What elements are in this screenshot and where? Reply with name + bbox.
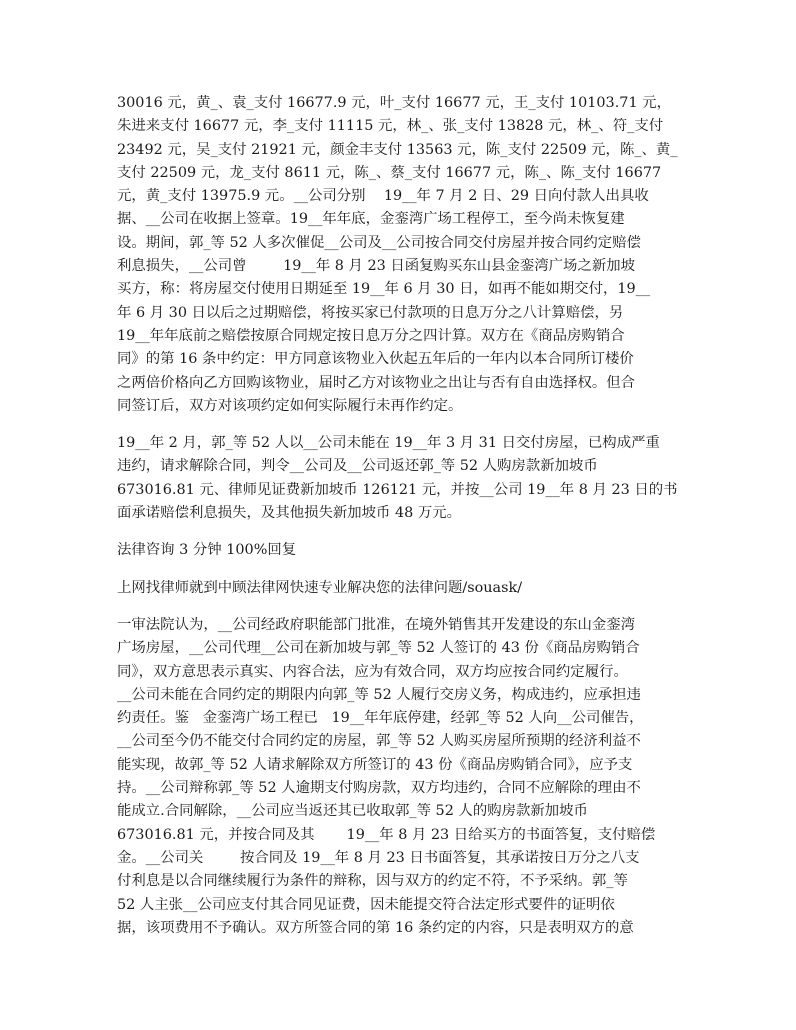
text-line: 金。__公司关 按合同及 19__年 8 月 23 日书面答复，其承诺按日万分之八支: [117, 849, 640, 866]
text-line: 一审法院认为，__公司经政府职能部门批准，在境外销售其开发建设的东山金銮湾: [117, 616, 636, 633]
text-line: 年 6 月 30 日以后之过期赔偿，将按买家已付款项的日息万分之八计算赔偿，另: [117, 304, 624, 321]
text-line: 约责任。鉴 金銮湾广场工程已 19__年年底停建，经郭_等 52 人向__公司催告，: [117, 710, 644, 727]
text-line: 利息损失，__公司曾 19__年 8 月 23 日函复购买东山县金銮湾广场之新加坡: [117, 258, 636, 275]
text-line: 之两倍价格向乙方回购该物业，届时乙方对该物业之出让与否有自由选择权。但合: [117, 374, 636, 391]
text-line: 法律咨询 3 分钟 100%回复: [117, 542, 297, 559]
text-line: 同》，双方意思表示真实、内容合法，应为有效合同，双方均应按合同约定履行。: [117, 663, 628, 680]
text-line: 持。__公司辩称郭_等 52 人逾期支付购房款，双方均违约，合同不应解除的理由不: [117, 780, 641, 797]
text-line: 能实现，故郭_等 52 人请求解除双方所签订的 43 份《商品房购销合同》，应予支: [117, 756, 633, 773]
text-line: 19__年年底前之赔偿按原合同规定按日息万分之四计算。双方在《商品房购销合: [117, 327, 625, 344]
text-line: 违约，请求解除合同，判令__公司及__公司返还郭_等 52 人购房款新加坡币: [117, 458, 598, 475]
text-line: __公司至今仍不能交付合同约定的房屋，郭_等 52 人购买房屋所预期的经济利益不: [117, 733, 641, 750]
text-line: 支付 22509 元，龙_支付 8611 元，陈_、蔡_支付 16677 元，陈_、陈_支付 16677: [117, 164, 662, 181]
paragraph-claims: [117, 432, 680, 525]
text-line: 673016.81 元，并按合同及其 19__年 8 月 23 日给买方的书面答复，支付赔偿: [117, 826, 656, 843]
text-line: 23492 元，吴_支付 21921 元，颜金丰支付 13563 元，陈_支付 22509 元，陈_、黄_: [117, 141, 678, 158]
text-line: 设。期间，郭_等 52 人多次催促__公司及__公司按合同交付房屋并按合同约定赔偿: [117, 234, 641, 251]
text-line: 朱进来支付 16677 元，李_支付 11115 元，林_、张_支付 13828 元，林_、符_支付: [117, 118, 664, 135]
text-line: 元，黄_支付 13975.9 元。__公司分别 19__年 7 月 2 日、29 日向付款人出具收: [117, 188, 649, 205]
text-line: 30016 元，黄_、袁_支付 16677.9 元，叶_支付 16677 元，王_支付 10103.71 元，: [117, 95, 671, 111]
text-line: 面承诺赔偿利息损失，及其他损失新加坡币 48 万元。: [117, 505, 462, 522]
text-line: 广场房屋，__公司代理__公司在新加坡与郭_等 52 人签订的 43 份《商品房购销合: [117, 640, 640, 657]
text-line: 同》的第 16 条中约定：甲方同意该物业入伙起五年后的一年内以本合同所订楼价: [117, 351, 634, 368]
text-line: 同签订后，双方对该项约定如何实际履行未再作约定。: [117, 397, 463, 414]
text-line: 据，该项费用不予确认。双方所签合同的第 16 条约定的内容，只是表明双方的意: [117, 919, 634, 936]
text-line: 19__年 2 月，郭_等 52 人以__公司未能在 19__年 3 月 31 日交付房屋，已构成严重: [117, 435, 660, 452]
text-line: 673016.81 元、律师见证费新加坡币 126121 元，并按__公司 19__年 8 月 23 日的书: [117, 481, 678, 498]
paragraph-consult-ad: [117, 539, 680, 562]
text-line: 付利息是以合同继续履行为条件的辩称，因与双方的约定不符，不予采纳。郭_等: [117, 873, 628, 890]
text-line: 买方，称：将房屋交付使用日期延至 19__年 6 月 30 日，如再不能如期交付，19__: [117, 281, 651, 298]
text-line: 52 人主张__公司应支付其合同见证费，因未能提交符合法定形式要件的证明依: [117, 896, 615, 913]
text-line: 上网找律师就到中顾法律网快速专业解决您的法律问题/souask/: [117, 579, 523, 596]
text-line: __公司未能在合同约定的期限内向郭_等 52 人履行交房义务，构成违约，应承担违: [117, 686, 641, 703]
text-line: 能成立.合同解除，__公司应当返还其已收取郭_等 52 人的购房款新加坡币: [117, 803, 588, 820]
paragraph-payments: [117, 92, 680, 418]
paragraph-court-opinion: [117, 614, 680, 940]
paragraph-site-ad: [117, 577, 680, 600]
text-line: 据、__公司在收据上签章。19__年年底，金銮湾广场工程停工，至今尚未恢复建: [117, 211, 625, 228]
